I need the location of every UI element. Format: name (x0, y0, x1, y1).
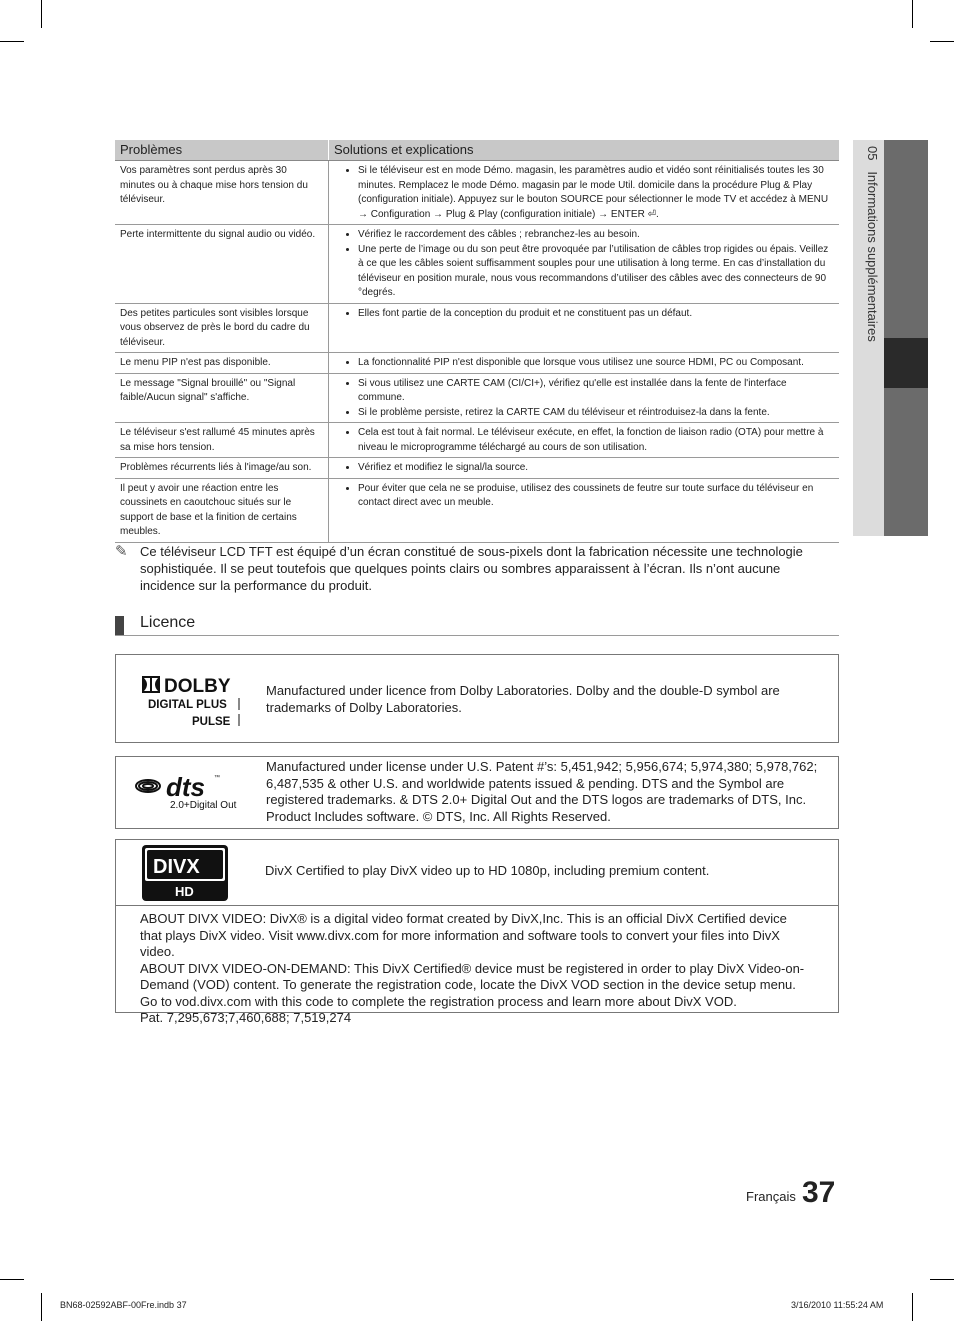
crop-mark (912, 0, 913, 28)
divx-licence-text: DivX Certified to play DivX video up to HD 1080p, including premium content. (265, 863, 710, 878)
divx-divider (116, 905, 838, 906)
dts-licence-text: Manufactured under license under U.S. Patent #’s: 5,451,942; 5,956,674; 5,974,380; 5,978,762; 6,487,535 & other U.S. and worldwide patents issued & pending. DTS and the Symbol are registered trademarks. & DTS 2.0+ Digital Out and the DTS logos are trademarks of DTS, Inc. Product Includes software. © DTS, Inc. All Rights Reserved. (266, 759, 818, 824)
chapter-title (860, 146, 880, 446)
dolby-licence-text: Manufactured under licence from Dolby Laboratories. Dolby and the double-D symbol are trademarks of Dolby Laboratories. (266, 683, 780, 715)
solution-item: • Si le téléviseur est en mode Démo. magasin, les paramètres audio et vidéo sont réinitialisés toutes les 30 minutes. Remplacez le mode Démo. magasin par le mode Util. domicile dans la procédure Plug & Play (configuration initiale). Appuyez sur le bouton SOURCE pour sélectionner le mode TV et accédez à MENU → Configuration → Plug & Play (configuration initiale) → ENTER ⏎. (358, 164, 834, 222)
table-row (115, 225, 839, 304)
problem-cell: Perte intermittente du signal audio ou vidéo. (115, 225, 329, 304)
chapter-number: 05 (865, 146, 880, 161)
column-header-solutions: Solutions et explications (329, 140, 840, 161)
solution-item: • Vérifiez le raccordement des câbles ; rebranchez-les au besoin. (358, 228, 834, 243)
problem-cell: Il peut y avoir une réaction entre les coussinets en caoutchouc situés sur le support de base et la finition de certains meubles. (115, 478, 329, 542)
solution-item: • Si vous utilisez une CARTE CAM (CI/CI+), vérifiez qu'elle est installée dans la fente de l'interface commune. (358, 377, 834, 406)
table-row (115, 478, 839, 542)
licence-title: Licence (140, 614, 196, 631)
problem-cell: Vos paramètres sont perdus après 30 minutes ou à chaque mise hors tension du téléviseur. (115, 161, 329, 225)
heading-bar-icon (115, 616, 124, 635)
crop-mark (0, 1279, 24, 1280)
divx-about-video: ABOUT DIVX VIDEO: DivX® is a digital video format created by DivX,Inc. This is an official DivX Certified device that plays DivX video. Visit www.divx.com for more information and software tools to convert your files into DivX video. (140, 911, 787, 959)
dolby-logo (140, 673, 250, 733)
dolby-licence-box (115, 654, 839, 743)
table-row (115, 303, 839, 353)
page-number: 37 (802, 1176, 836, 1209)
table-row (115, 373, 839, 423)
solution-cell (329, 373, 840, 423)
table-header-row (115, 140, 839, 161)
solution-cell (329, 225, 840, 304)
crop-mark (912, 1293, 913, 1321)
table-row (115, 161, 839, 225)
solution-cell (329, 458, 840, 479)
table-row (115, 353, 839, 374)
note-text: Ce téléviseur LCD TFT est équipé d’un écran constitué de sous-pixels dont la fabrication nécessite une technologie sophistiquée. Il se peut toutefois que quelques points clairs ou sombres apparaissent à l’écran. Ils n’ont aucune incidence sur la performance du produit. (140, 544, 803, 593)
solution-cell (329, 161, 840, 225)
solution-item: • Cela est tout à fait normal. Le téléviseur exécute, en effet, la fonction de liaison radio (OTA) pour mettre à niveau le microprogramme téléchargé au cours de son utilisation. (358, 426, 834, 455)
crop-mark (41, 1293, 42, 1321)
dolby-sub1: DIGITAL PLUS (148, 699, 227, 711)
solution-item: • La fonctionnalité PIP n'est disponible que lorsque vous utilisez une source HDMI, PC ou Composant. (358, 356, 834, 371)
solution-item: • Elles font partie de la conception du produit et ne constituent pas un défaut. (358, 307, 834, 322)
dts-wordmark: dts (166, 772, 205, 802)
problem-cell: Problèmes récurrents liés à l'image/au son. (115, 458, 329, 479)
footer-language: Français (746, 1189, 796, 1204)
divx-about-vod: ABOUT DIVX VIDEO-ON-DEMAND: This DivX Certified® device must be registered in order to play DivX Video-on-Demand (VOD) content. To generate the registration code, locate the DivX VOD section in the device setup menu. Go to vod.divx.com with this code to complete the registration process and learn more about DivX VOD. (140, 960, 805, 1009)
solution-cell (329, 423, 840, 458)
solution-cell (329, 353, 840, 374)
dts-sub: 2.0+Digital Out (170, 800, 237, 811)
troubleshooting-table (115, 140, 839, 543)
divx-sub: HD (175, 884, 194, 899)
crop-mark (0, 41, 24, 42)
table-row (115, 458, 839, 479)
solution-cell (329, 478, 840, 542)
solution-cell (329, 303, 840, 353)
print-slug-date: 3/16/2010 11:55:24 AM (791, 1300, 884, 1310)
pencil-icon: ✎ (115, 543, 128, 560)
solution-item: • Une perte de l’image ou du son peut être provoquée par l’utilisation de câbles trop rigides ou épais. Veillez à ce que les câbles soient suffisamment souples pour une utilisation à long terme. En cas d’installation du téléviseur en position murale, nous vous recommandons d’utiliser des câbles avec des connecteurs de 90 °degrés. (358, 243, 834, 301)
dolby-wordmark: DOLBY (164, 676, 231, 697)
divx-patents: Pat. 7,295,673;7,460,688; 7,519,274 (140, 1010, 352, 1025)
solution-item: • Vérifiez et modifiez le signal/la source. (358, 461, 834, 476)
lcd-note (115, 543, 825, 594)
column-header-problems: Problèmes (115, 140, 329, 161)
chapter-name: Informations supplémentaires (865, 171, 880, 342)
solution-item: • Si le problème persiste, retirez la CARTE CAM du téléviseur et réintroduisez-la dans la fente. (358, 406, 834, 421)
table-row (115, 423, 839, 458)
solution-item: • Pour éviter que cela ne se produise, utilisez des coussinets de feutre sur toute surface du téléviseur en contact direct avec un meuble. (358, 482, 834, 511)
divx-about-block (140, 911, 810, 1027)
print-slug-file: BN68-02592ABF-00Fre.indb 37 (60, 1300, 187, 1310)
dts-tm: ™ (214, 775, 220, 781)
section-heading (115, 613, 839, 636)
crop-mark (930, 41, 954, 42)
problem-cell: Le téléviseur s'est rallumé 45 minutes après sa mise hors tension. (115, 423, 329, 458)
dts-licence-box (115, 756, 839, 829)
chapter-tab-marker (884, 338, 928, 388)
problem-cell: Le menu PIP n'est pas disponible. (115, 353, 329, 374)
divx-licence-box (115, 839, 839, 1025)
dts-logo (134, 769, 244, 819)
problem-cell: Des petites particules sont visibles lorsque vous observez de près le bord du cadre du téléviseur. (115, 303, 329, 353)
dolby-sub2: PULSE (192, 716, 231, 728)
divx-logo (141, 844, 229, 902)
crop-mark (930, 1279, 954, 1280)
crop-mark (41, 0, 42, 28)
divx-wordmark: DIVX (153, 856, 200, 878)
problem-cell: Le message "Signal brouillé" ou "Signal faible/Aucun signal" s'affiche. (115, 373, 329, 423)
